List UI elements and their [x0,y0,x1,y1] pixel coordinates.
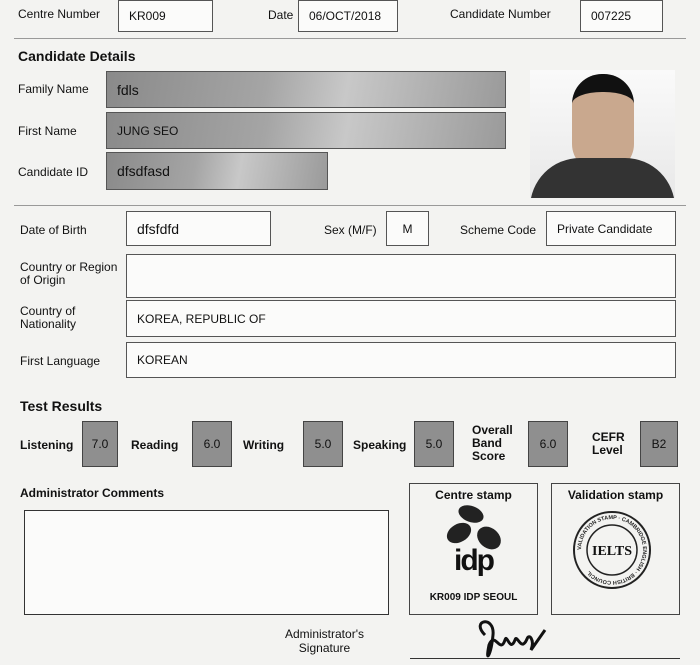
candidate-photo [530,70,675,198]
label-line: Band [472,436,502,450]
label-line: Country or Region [20,260,118,274]
label-line: Level [592,443,623,457]
candidate-details-heading: Candidate Details [18,48,136,64]
reading-label: Reading [131,438,179,452]
country-origin-field [126,254,676,298]
dob-field: dfsfdfd [126,211,271,246]
label-line: CEFR [592,430,625,444]
family-name-label: Family Name [18,82,89,96]
idp-logo: idp [454,544,493,577]
nationality-field: KOREA, REPUBLIC OF [126,300,676,337]
cefr-label [592,431,625,457]
family-name-field: fdls [106,71,506,108]
sex-label: Sex (M/F) [324,223,377,237]
first-language-label: First Language [20,354,101,368]
label-line: of Origin [20,273,66,287]
cefr-score: B2 [640,421,678,467]
label-line: Nationality [20,317,77,331]
label-line: Score [472,449,506,463]
writing-label: Writing [243,438,285,452]
validation-stamp-label: Validation stamp [567,488,664,502]
reading-score: 6.0 [192,421,232,467]
candidate-number-label: Candidate Number [450,7,551,21]
scheme-code-field: Private Candidate [546,211,676,246]
divider [14,38,686,39]
label-line: Administrator's [285,627,364,641]
centre-number-field: KR009 [118,0,213,32]
centre-stamp-box [409,483,538,615]
signature-label [285,627,364,655]
validation-ring-textpath: VALIDATION STAMP · CAMBRIDGE ENGLISH · BRITISH COUNCIL [576,514,648,586]
date-field: 06/OCT/2018 [298,0,398,32]
writing-score: 5.0 [303,421,343,467]
divider [14,205,686,206]
listening-score: 7.0 [82,421,118,467]
date-label: Date [268,8,294,22]
admin-comments-field [24,510,389,615]
overall-score: 6.0 [528,421,568,467]
dob-label: Date of Birth [20,223,87,237]
nationality-label [20,305,76,331]
candidate-id-label: Candidate ID [18,165,89,179]
admin-comments-label: Administrator Comments [20,486,165,500]
first-name-field: JUNG SEO [106,112,506,149]
speaking-label: Speaking [353,438,407,452]
centre-number-label: Centre Number [18,7,101,21]
candidate-number-field: 007225 [580,0,663,32]
speaking-score: 5.0 [414,421,454,467]
label-line: Country of [20,304,76,318]
label-line: Signature [298,641,351,655]
ielts-seal-text: IELTS [592,544,632,559]
centre-stamp-label: Centre stamp [435,488,512,502]
idp-leaf-icon [443,519,475,548]
listening-label: Listening [20,438,74,452]
country-origin-label [20,261,117,287]
first-language-field: KOREAN [126,342,676,378]
signature-line [410,658,680,659]
first-name-label: First Name [18,124,77,138]
candidate-id-field: dfsdfasd [106,152,328,190]
test-results-heading: Test Results [20,398,103,414]
scheme-code-label: Scheme Code [460,223,537,237]
validation-stamp-box [551,483,680,615]
sex-field: M [386,211,429,246]
label-line: Overall [472,423,513,437]
validation-seal [572,510,652,590]
centre-stamp-text: KR009 IDP SEOUL [429,592,518,603]
overall-label [472,424,513,463]
